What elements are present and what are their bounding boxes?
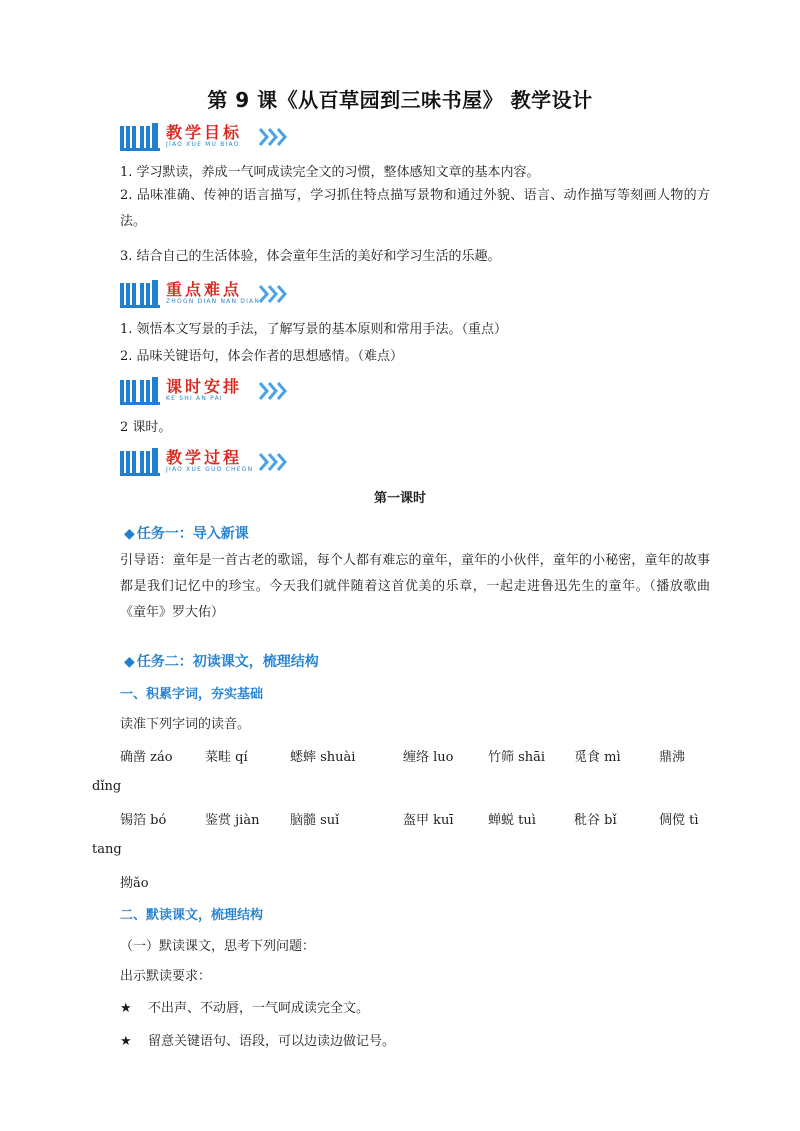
book-icon [120, 377, 160, 405]
chevron-right-icon [258, 127, 288, 147]
vocab-word: 确凿 záo [120, 750, 173, 765]
vocab-word: 蟋蟀 shuài [290, 750, 356, 765]
read-instruction: 读准下列字词的读音。 [120, 717, 251, 732]
subheading-1: 一、积累字词，夯实基础 [120, 687, 264, 702]
star-icon: ★ [120, 1001, 132, 1016]
vocab-word: 鼎沸 [659, 750, 686, 765]
question-intro: （一）默读课文，思考下列问题： [120, 939, 316, 954]
chevron-right-icon [258, 284, 288, 304]
requirement-item: ★ 留意关键语句、语段，可以边读边做记号。 [120, 1034, 396, 1049]
section-banner-process [120, 445, 320, 479]
banner-title: 教学过程 [166, 448, 243, 467]
banner-pinyin: ZHOGN DIAN NAN DIAN [166, 298, 261, 305]
banner-pinyin: JIAO XUE GUO CHEGN [166, 466, 254, 473]
task-heading-2: ◆ 任务二：初读课文，梳理结构 [124, 654, 319, 670]
requirement-item: ★ 不出声、不动唇，一气呵成读完全文。 [120, 1001, 370, 1016]
banner-pinyin: JIAO XUE MU BIAO [166, 141, 240, 148]
chevron-right-icon [258, 452, 288, 472]
diamond-icon: ◆ [124, 526, 135, 542]
keypoint-1: 1. 领悟本文写景的手法，了解写景的基本原则和常用手法。（重点） [120, 322, 508, 337]
keypoint-2: 2. 品味关键语句，体会作者的思想感情。（难点） [120, 349, 404, 364]
vocab-word: 鉴赏 jiàn [205, 813, 260, 828]
page-title: 第 9 课《从百草园到三味书屋》 教学设计 [207, 88, 593, 112]
task-heading-1: ◆ 任务一：导入新课 [124, 526, 249, 542]
vocab-wrap: tang [92, 842, 122, 857]
banner-pinyin: KE SHI AN PAI [166, 395, 223, 402]
vocab-word: 秕谷 bǐ [574, 813, 617, 828]
goal-3: 3. 结合自己的生活体验，体会童年生活的美好和学习生活的乐趣。 [120, 249, 501, 264]
vocab-word: 竹筛 shāi [488, 750, 546, 765]
goal-2: 2. 品味准确、传神的语言描写，学习抓住特点描写景物和通过外貌、语言、动作描写等刻画人物的方法。 [120, 188, 710, 229]
vocab-word: 脑髓 suǐ [290, 813, 340, 828]
subheading-2: 二、默读课文，梳理结构 [120, 908, 264, 923]
star-icon: ★ [120, 1034, 132, 1049]
section-banner-schedule [120, 374, 320, 408]
book-icon [120, 448, 160, 476]
vocab-word: 锡箔 bó [120, 813, 167, 828]
vocab-word: 盔甲 kuī [403, 813, 454, 828]
intro-paragraph: 引导语：童年是一首古老的歌谣，每个人都有难忘的童年，童年的小伙伴，童年的小秘密，童年的故事都是我们记忆中的珍宝。今天我们就伴随着这首优美的乐章，一起走进鲁迅先生的童年。（播放歌曲《童年》罗大佑） [120, 553, 710, 620]
chevron-right-icon [258, 381, 288, 401]
section-banner-keypoints [120, 277, 320, 311]
vocab-word: 缠络 luo [403, 750, 454, 765]
schedule-text: 2 课时。 [120, 420, 172, 435]
book-icon [120, 123, 160, 151]
banner-title: 课时安排 [166, 377, 243, 396]
book-icon [120, 280, 160, 308]
banner-title: 重点难点 [166, 280, 243, 299]
vocab-wrap: dǐng [92, 779, 122, 794]
vocab-word: 倜傥 tì [659, 813, 699, 828]
lesson-title: 第一课时 [373, 491, 426, 506]
vocab-word: 菜畦 qí [205, 750, 248, 765]
vocab-word: 蝉蜕 tuì [488, 813, 536, 828]
vocab-word: 拗ǎo [120, 876, 149, 891]
goal-1: 1. 学习默读，养成一气呵成读完全文的习惯，整体感知文章的基本内容。 [120, 165, 540, 180]
banner-title: 教学目标 [166, 123, 243, 142]
vocab-word: 觅食 mì [574, 750, 621, 765]
section-banner-goals [120, 120, 320, 154]
requirement-title: 出示默读要求： [120, 969, 212, 984]
diamond-icon: ◆ [124, 654, 135, 670]
